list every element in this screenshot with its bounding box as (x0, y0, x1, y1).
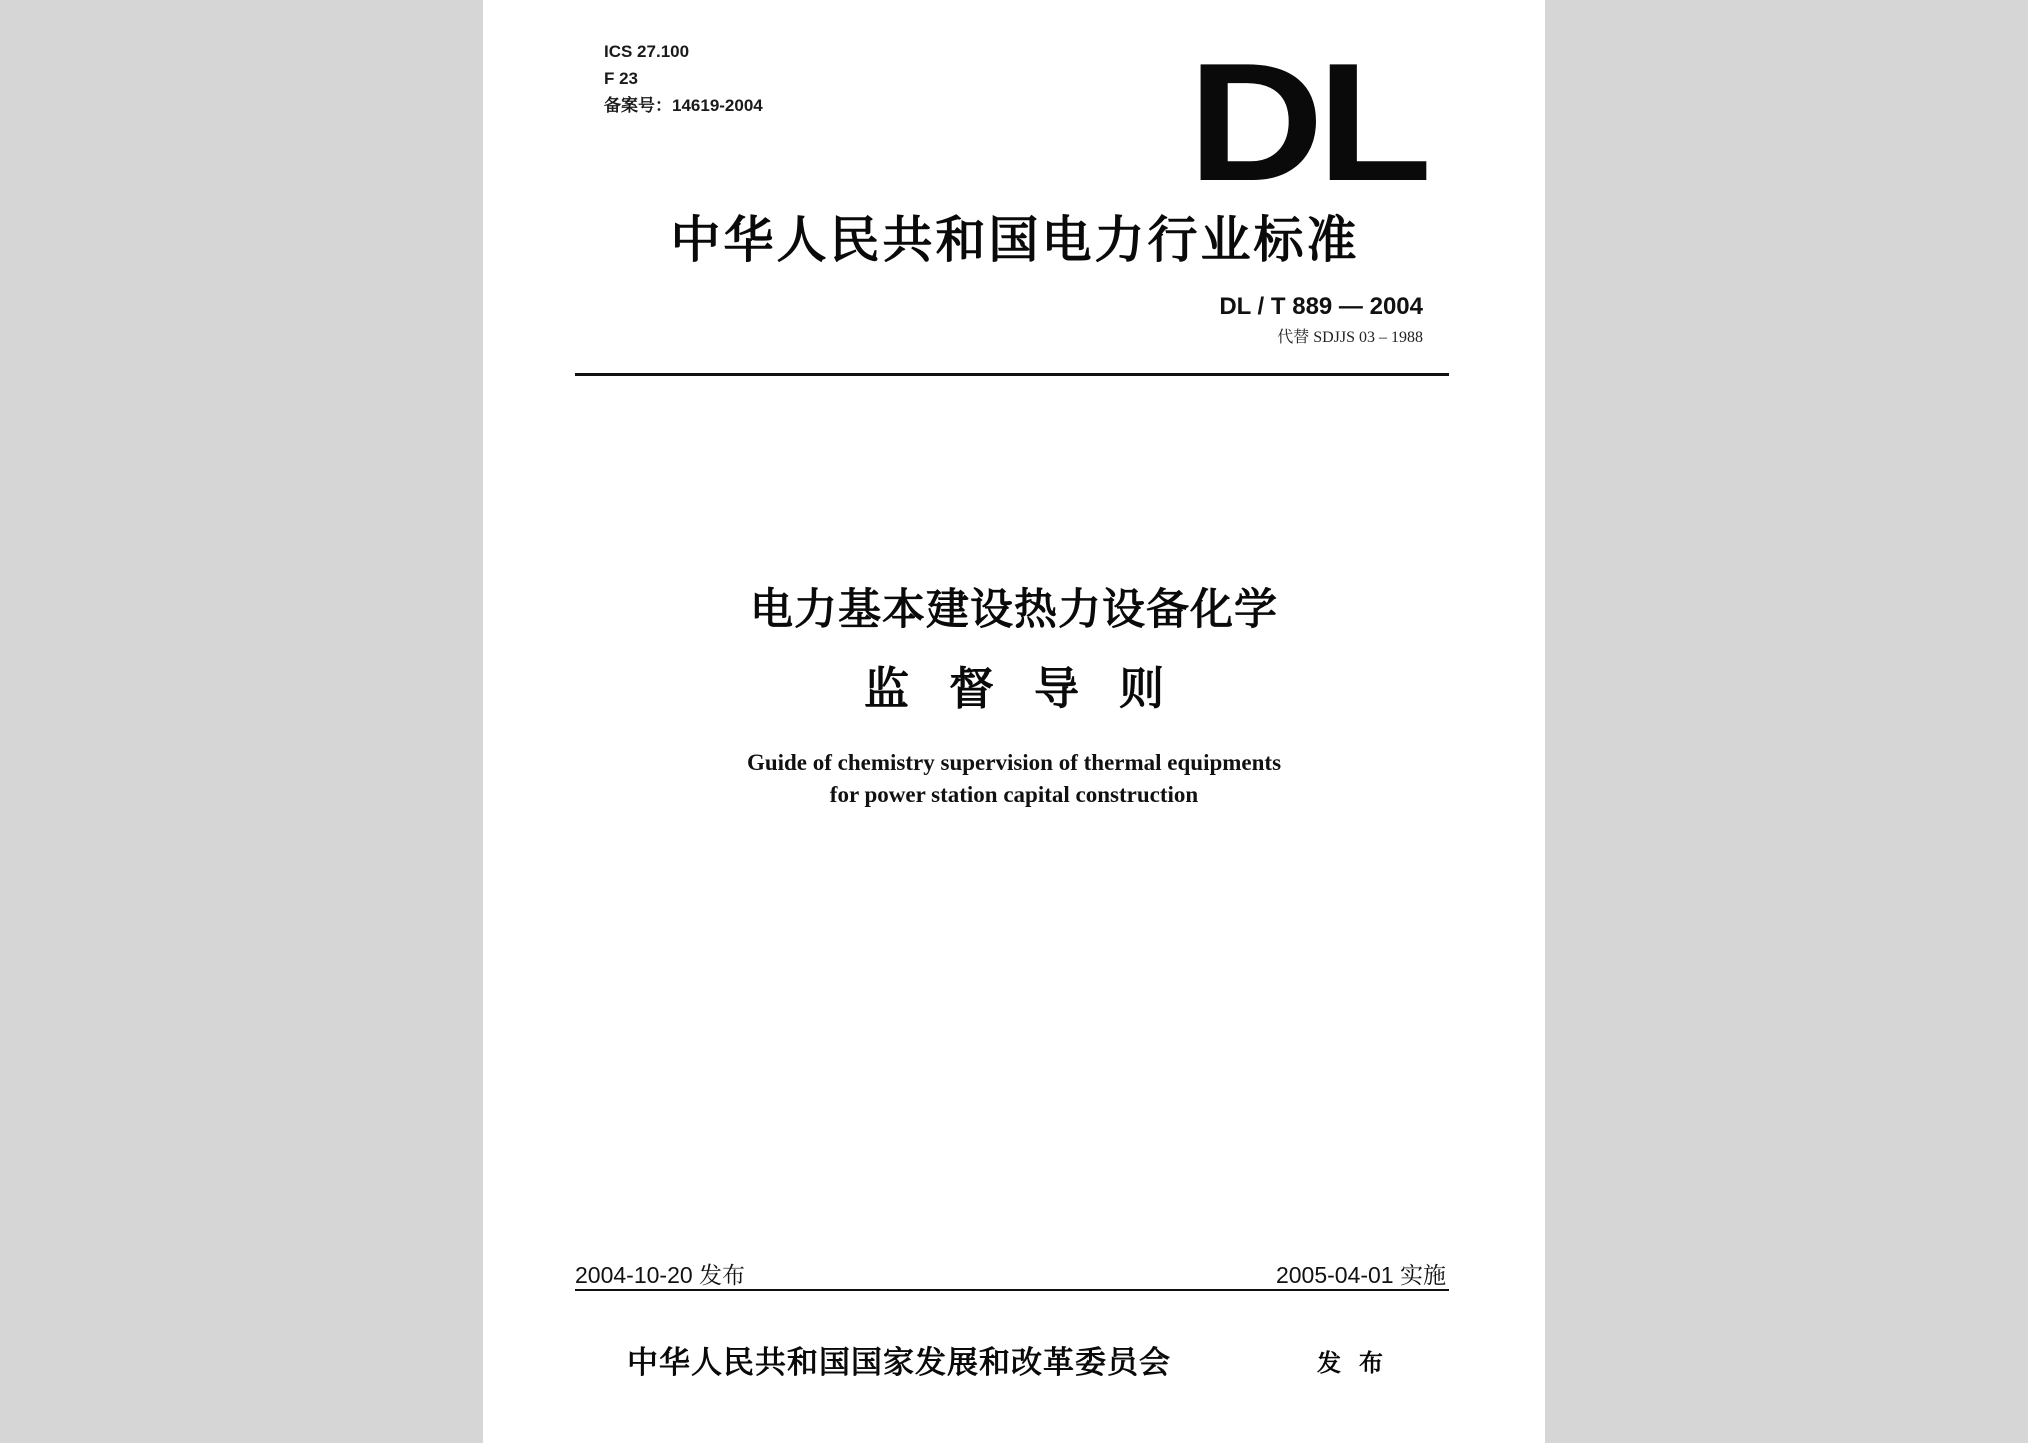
standard-category: 中华人民共和国电力行业标准 (670, 211, 1360, 269)
document-page (483, 0, 1545, 1443)
title-english-line-2: for power station capital construction (829, 782, 1199, 807)
class-code: F 23 (604, 69, 639, 88)
bottom-divider (575, 1289, 1449, 1291)
title-chinese-line-1: 电力基本建设热力设备化学 (750, 585, 1278, 635)
publisher-name: 中华人民共和国国家发展和改革委员会 (627, 1345, 1171, 1381)
ics-code: ICS 27.100 (604, 42, 690, 61)
classification-block (604, 38, 763, 119)
publish-label: 发布 (1317, 1349, 1401, 1377)
issue-date: 2004-10-20 发布 (575, 1262, 746, 1288)
title-chinese-line-2: 监督导则 (863, 662, 1204, 715)
dl-logo: DL (1188, 28, 1426, 216)
replaces-standard: 代替 SDJJS 03 – 1988 (1277, 329, 1423, 346)
implementation-date: 2005-04-01 实施 (1275, 1262, 1446, 1288)
title-english-line-1: Guide of chemistry supervision of thermal equipments (746, 750, 1282, 775)
top-divider (575, 373, 1449, 376)
standard-number: DL / T 889 — 2004 (1219, 293, 1423, 320)
record-number: 备案号：14619-2004 (604, 96, 763, 115)
